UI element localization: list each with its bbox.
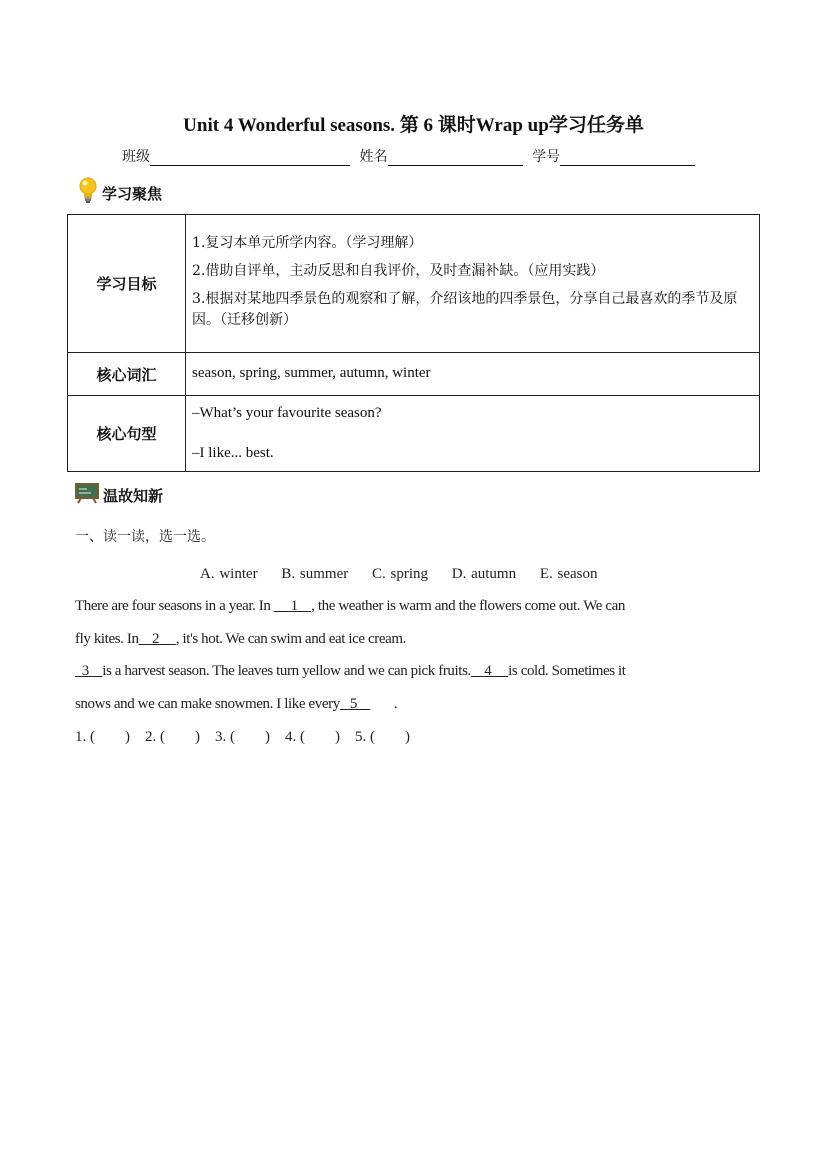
passage-text: fly kites. In [75, 631, 139, 647]
answer-row [75, 729, 410, 746]
passage-text: snows and we can make snowmen. I like every [75, 696, 340, 712]
worksheet-title: Unit 4 Wonderful seasons. 第 6 课时Wrap up学习任务单 [183, 115, 644, 136]
name-label: 姓名 [359, 149, 388, 165]
passage-text: , it's hot. We can swim and eat ice cream. [175, 631, 406, 647]
answer-slot-4[interactable]: 4. ( ) [285, 729, 340, 745]
goal-line: 2.借助自评单，主动反思和自我评价，及时查漏补缺。（应用实践） [192, 262, 605, 279]
passage-text: is cold. Sometimes it [508, 663, 626, 679]
answer-slot-1[interactable]: 1. ( ) [75, 729, 130, 745]
passage-line-3 [75, 663, 626, 680]
blank-number: 2 [151, 631, 160, 647]
option-b: B. summer [281, 566, 349, 582]
answer-slot-3[interactable]: 3. ( ) [215, 729, 270, 745]
blank-number: 1 [290, 598, 298, 614]
blank-5[interactable] [340, 696, 371, 712]
table-row [68, 215, 760, 353]
blank-2[interactable] [139, 631, 176, 647]
row-content [186, 396, 760, 472]
number-label: 学号 [532, 149, 561, 165]
blank-3[interactable] [75, 663, 102, 679]
table-row [68, 353, 760, 396]
blank-number: 4 [484, 663, 492, 679]
lightbulb-icon [78, 176, 98, 210]
option-a: A. winter [200, 566, 258, 582]
row-label: 学习目标 [68, 215, 186, 353]
goal-line: 3.根据对某地四季景色的观察和了解，介绍该地的四季景色，分享自己最喜欢的季节及原因。（迁移创新） [192, 290, 738, 329]
class-blank[interactable] [150, 147, 350, 166]
row-label: 核心句型 [68, 396, 186, 472]
passage-line-4 [75, 696, 397, 713]
goal-line: 1.复习本单元所学内容。（学习理解） [192, 235, 423, 252]
blank-number: 3 [81, 663, 89, 679]
blank-4[interactable] [471, 663, 508, 679]
table-row [68, 396, 760, 472]
student-info-row [122, 146, 695, 166]
row-label: 核心词汇 [68, 353, 186, 396]
section-review-heading [75, 482, 163, 508]
section-focus-title: 学习聚焦 [102, 184, 163, 203]
exercise-title: 一、读一读，选一选。 [75, 529, 215, 545]
row-content [186, 215, 760, 353]
focus-table [67, 214, 760, 472]
chalkboard-icon [75, 482, 99, 508]
row-content [186, 353, 760, 396]
class-label: 班级 [122, 149, 150, 165]
passage-text: is a harvest season. The leaves turn yellow and we can pick fruits. [102, 663, 471, 679]
answer-slot-5[interactable]: 5. ( ) [355, 729, 410, 745]
passage-text: There are four seasons in a year. In [75, 598, 274, 614]
blank-number: 5 [349, 696, 357, 712]
passage-text: , the weather is warm and the flowers come out. We can [311, 598, 626, 614]
answer-slot-2[interactable]: 2. ( ) [145, 729, 200, 745]
passage-text: . [393, 696, 398, 712]
section-focus-heading [78, 176, 162, 210]
option-d: D. autumn [451, 566, 517, 582]
number-blank[interactable] [560, 147, 695, 166]
option-e: E. season [539, 566, 598, 582]
sentence-line: –What’s your favourite season? [192, 405, 382, 421]
section-review-title: 温故知新 [103, 486, 164, 505]
name-blank[interactable] [388, 147, 523, 166]
option-c: C. spring [372, 566, 429, 582]
sentence-line: –I like... best. [192, 444, 274, 461]
passage-line-2 [75, 631, 406, 648]
vocab-line: season, spring, summer, autumn, winter [192, 365, 431, 382]
options-row [200, 566, 598, 583]
blank-1[interactable] [274, 598, 311, 614]
passage-line-1 [75, 598, 625, 615]
